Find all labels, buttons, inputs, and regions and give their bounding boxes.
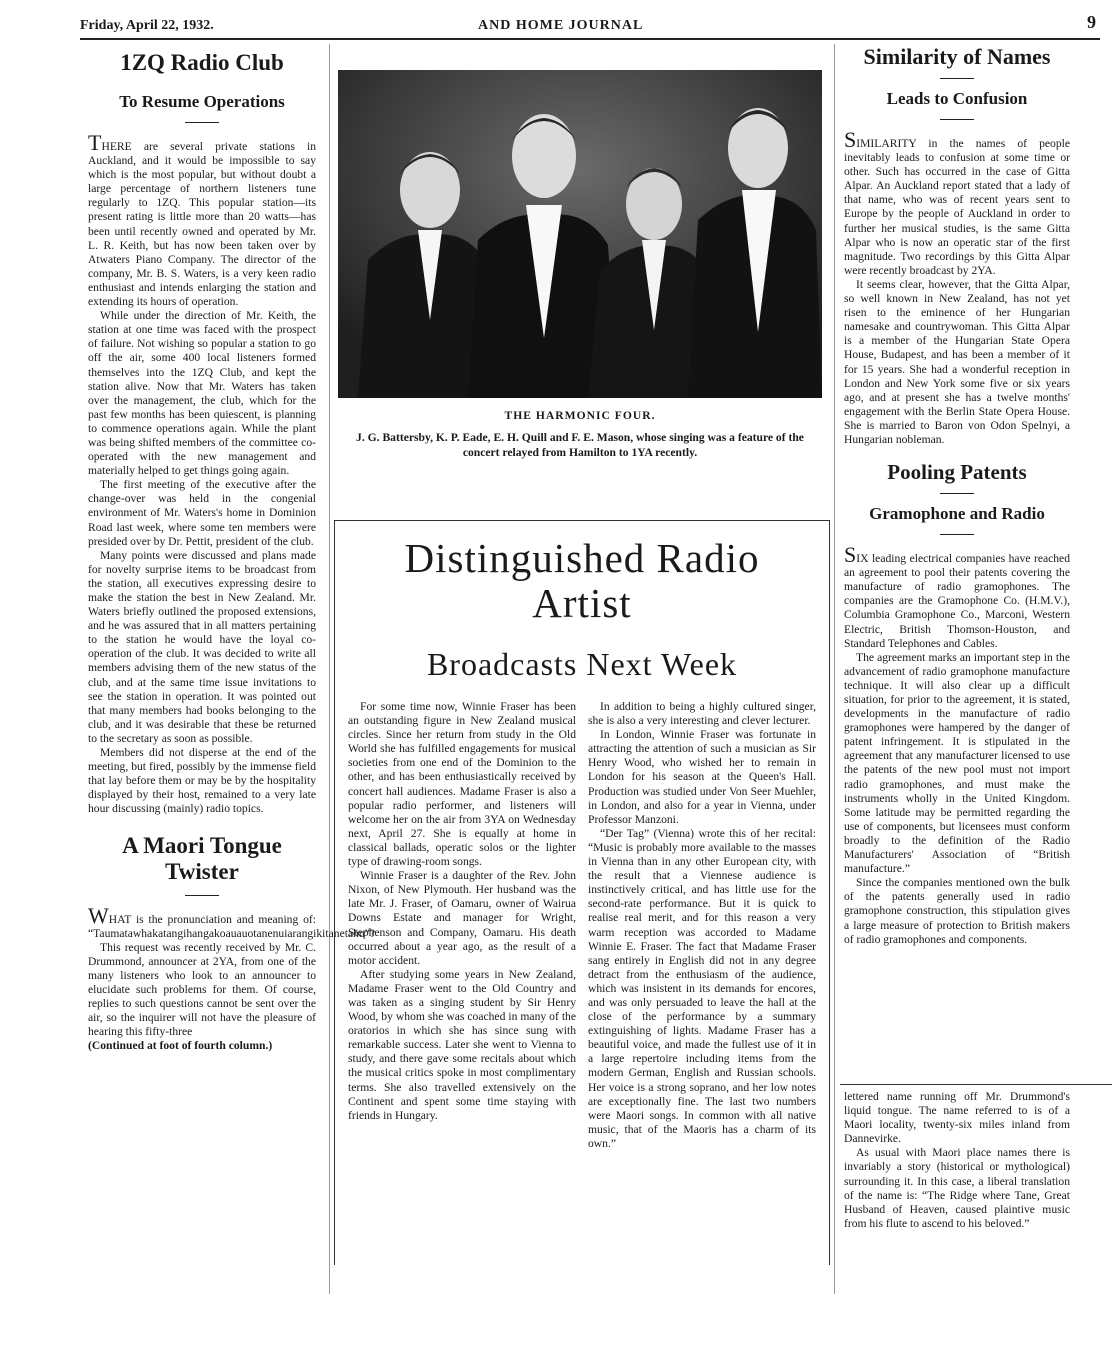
divider [185,895,219,896]
paragraph: SIMILARITY in the names of people inevitably leads to confusion at some time or other. Such has occurred in the case of Gitta Alpar. An Auckland report stated that a lady of that name, who was of recent years sent to Europe by the people of Auckland in order to further her musical studies, is the same Gitta Alpar who is now an operatic star of the first magnitude. Two recordings by this Gitta Alpar were recently broadcast by 2YA. [844,127,1070,277]
article-title: A Maori Tongue Twister [122,832,282,884]
paragraph: Winnie Fraser is a daughter of the Rev. John Nixon, of New Plymouth. Her husband was the late Mr. J. Fraser, of Oamaru, owner of Wairua Downs Estate and manager for Wright, Stephenson and Company, Oamaru. His death occurred about a year ago, as the result of a motor accident. [348,869,576,967]
paragraph: Many points were discussed and plans made for novelty surprise items to be broadcast from the station, all executives expressing desire to make the station the best in New Zealand. Mr. Waters briefly outlined the proposed extensions, and he was assured that in all matters pertaining to the station he would have the loyal co-operation of the club. It was decided to write all members advising them of the new status of the club, and at the same time issue invitations to see the station in operation. It was pointed out that many members had books belonging to the club, and it was desirable that these be returned to the secretary as soon as possible. [88,548,316,745]
article-pooling-patents [844,459,1070,947]
paragraph: SIX leading electrical companies have reached an agreement to pool their patents covering the manufacture of radio gramophones. The companies are the Gramophone Co. (H.M.V.), Columbia Gramophone Co., Marconi, Western Electric, British Thomson-Houston, and Standard Telephones and Cables. [844,542,1070,650]
page-number: 9 [1087,12,1096,32]
issue-date: Friday, April 22, 1932. [80,18,214,33]
paragraph: In London, Winnie Fraser was fortunate in attracting the attention of such a musician as Sir Henry Wood, who wished her to remain in London for his season at the Queen's Hall. Production was studied under Von Seer Muehler, in London, and also for a year in Vienna, under Professor Manzoni. [588,728,816,826]
paragraph: Since the companies mentioned own the bulk of the patents generally used in radio gramophone construction, this stipulation gives a large measure of protection to British makers of radio gramophones and components. [844,876,1070,946]
column-divider [834,44,835,1294]
paragraph: The first meeting of the executive after the change-over was held in the congenial environment of Mr. Waters's home in Dominion Road last week, where some ten members were presided over by Dr. Pettit, president of the club. [88,478,316,548]
caption-text: J. G. Battersby, K. P. Eade, E. H. Quill and F. E. Mason, whose singing was a feature of the concert relayed from Hamilton to 1YA recently. [356,431,804,459]
paragraph: Members did not disperse at the end of the meeting, but fired, possibly by the immense field that lay before them or may be by the hospitality displayed by their host, remained to a very late hour discussing (mainly) radio topics. [88,746,316,816]
article-subtitle: Leads to Confusion [886,89,1028,108]
feature-subtitle: Broadcasts Next Week [426,646,738,682]
article-subtitle: Gramophone and Radio [869,504,1045,524]
photo-illustration [338,70,822,398]
article-title: Pooling Patents [887,460,1027,485]
feature-title [334,536,830,626]
journal-name: AND HOME JOURNAL [478,18,644,33]
drop-cap: T [88,130,102,155]
page-header [80,8,1100,40]
paragraph: In addition to being a highly cultured singer, she is also a very interesting and clever lecturer. [588,700,816,728]
harmonic-four-photo [338,70,822,398]
column-divider [329,44,330,1294]
caption-title: THE HARMONIC FOUR. [504,409,656,422]
divider [940,119,974,120]
paragraph: While under the direction of Mr. Keith, the station at one time was faced with the prospect of failure. Not wishing so popular a station to go off the air, some 400 local listeners formed themselves into the 1ZQ Club, and kept the station alive. Now that Mr. Waters has taken over the management, the club, which for the past few months has been quiescent, is planning to commence operations again. While the plant was being shifted members of the committee co-operated with the new management and materially helped to get things going again. [88,309,316,478]
paragraph: “Der Tag” (Vienna) wrote this of her recital: “Music is probably more available to the masses in Vienna than in any other European city, with the result that a Viennese audience is instinctively critical, and has little use for the second-rate performance. But it is quick to realise real merit, and for this reason a very warm reception was accorded to Madame Winnie E. Fraser. The fact that Madame Fraser sang entirely in English did not in any degree detract from the enthusiasm of the audience, which was insistent in its demands for encores, and was only persuaded to leave the hall at the close of the performance by a summary extinguishing of lights. Madame Fraser has a beautiful voice, and made the fullest use of it in a large repertoire including items from the modern German, English and Russian schools. Her voice is a strong soprano, and her low notes are exceptionally fine. The last two numbers were Maori songs. In common with all native music, that of the Maoris has a charm of its own.” [588,826,816,1150]
drop-cap: W [88,902,109,928]
article-similarity-of-names [844,44,1070,947]
article-subtitle: To Resume Operations [119,92,285,111]
paragraph: For some time now, Winnie Fraser has been an outstanding figure in New Zealand musical circles. Since her return from study in the Old World she has fulfilled engagements for musical societies from one end of the Dominion to the other, and has been enthusiastically received by concert hall audiences. Madame Fraser is also a popular radio performer, and listeners will welcome her on the air from 3YA on Wednesday next, April 27. She is equally at home in classical ballads, operatic solos or the lighter type of drawing-room songs. [348,700,576,869]
divider [940,78,974,79]
paragraph: As usual with Maori place names there is invariably a story (historical or mythological) surrounding it. In this case, a liberal translation of the name is: “The Ridge where Tane, Great Husband of Heaven, caused plaintive music from his flute to ascend to his beloved.” [844,1146,1070,1230]
article-1zq-radio-club [88,50,375,1053]
divider [940,493,974,494]
divider [940,534,974,535]
paragraph: The agreement marks an important step in the advancement of radio gramophone manufacture technique. It will also clear up a difficult situation, for prior to the agreement, it is stated, developments in the manufacture of radio gramophones were hampered by the danger of patent infringement. It is stipulated in the agreement that any manufacturer licensed to use the patents of the new pool must not import radio gramophones, and must make the instruments wholly in the United Kingdom. Some latitude may be permitted regarding the use of components, but licensees must conform broadly to the definition of the Radio Manufacturers' Association of “British manufacture.” [844,650,1070,876]
paragraph: After studying some years in New Zealand, Madame Fraser went to the Old Country and was taken as a singing student by Sir Henry Wood, by whom she was coached in many of the oratorios in which she has since sung with remarkable success. Later she went to Vienna to study, and there gave some recitals about which the musical critics spoke in most complimentary terms. She also travelled extensively on the Continent and spent some time staying with friends in Hungary. [348,967,576,1122]
paragraph: THERE are several private stations in Auckland, and it would be impossible to say which is the most popular, but without doubt a large percentage of northern listeners tune regularly to 1ZQ. This popular station—its present rating is little more than 20 watts—has been until recently owned and operated by Mr. L. R. Keith, but has now been taken over by Atwaters Piano Company. The director of the company, Mr. B. S. Waters, is a very keen radio enthusiast and intends enlarging the station and extending its hours of operation. [88,130,316,309]
feature-title-line: Artist [532,580,632,626]
paragraph: WHAT is the pronunciation and meaning of: “Taumatawhakatangihangakoauauotanenuiarangikitanetahu”? [88,902,375,940]
paragraph: It seems clear, however, that the Gitta Alpar, so well known in New Zealand, has not yet risen to the eminence of her Hungarian namesake and countrywoman. This Gitta Alpar is a member of the Hungarian State Opera House, Budapest, and has been a member of it for 15 years. She had a wonderful reception in London and New York some five or six years ago, and at present she has a twelve months' engagement with the Berlin State Opera House. She is married to Baron von Odon Spelnyi, a Hungarian nobleman. [844,277,1070,446]
feature-title-line: Distinguished Radio [404,535,760,581]
feature-left-column [348,700,576,1123]
drop-cap: S [844,542,857,568]
article-maori-tongue-twister [88,832,375,1054]
continued-note: (Continued at foot of fourth column.) [88,1039,273,1053]
feature-right-column [588,700,816,1151]
paragraph: This request was recently received by Mr. C. Drummond, announcer at 2YA, from one of the many listeners who look to an announcer to elucidate such problems for them. Of course, replies to such questions cannot be sent over the air, so the inquirer will not have the pleasure of hearing this fifty-three [88,940,316,1039]
continuation-divider [840,1084,1112,1085]
drop-cap: S [844,127,857,152]
article-title: Similarity of Names [863,44,1051,69]
article-title: 1ZQ Radio Club [120,50,284,75]
paragraph: lettered name running off Mr. Drummond's liquid tongue. The name referred to is of a Maori locality, twenty-six miles inland from Dannevirke. [844,1090,1070,1146]
article-maori-continuation [844,1090,1070,1231]
photo-caption [340,408,820,460]
divider [185,122,219,123]
